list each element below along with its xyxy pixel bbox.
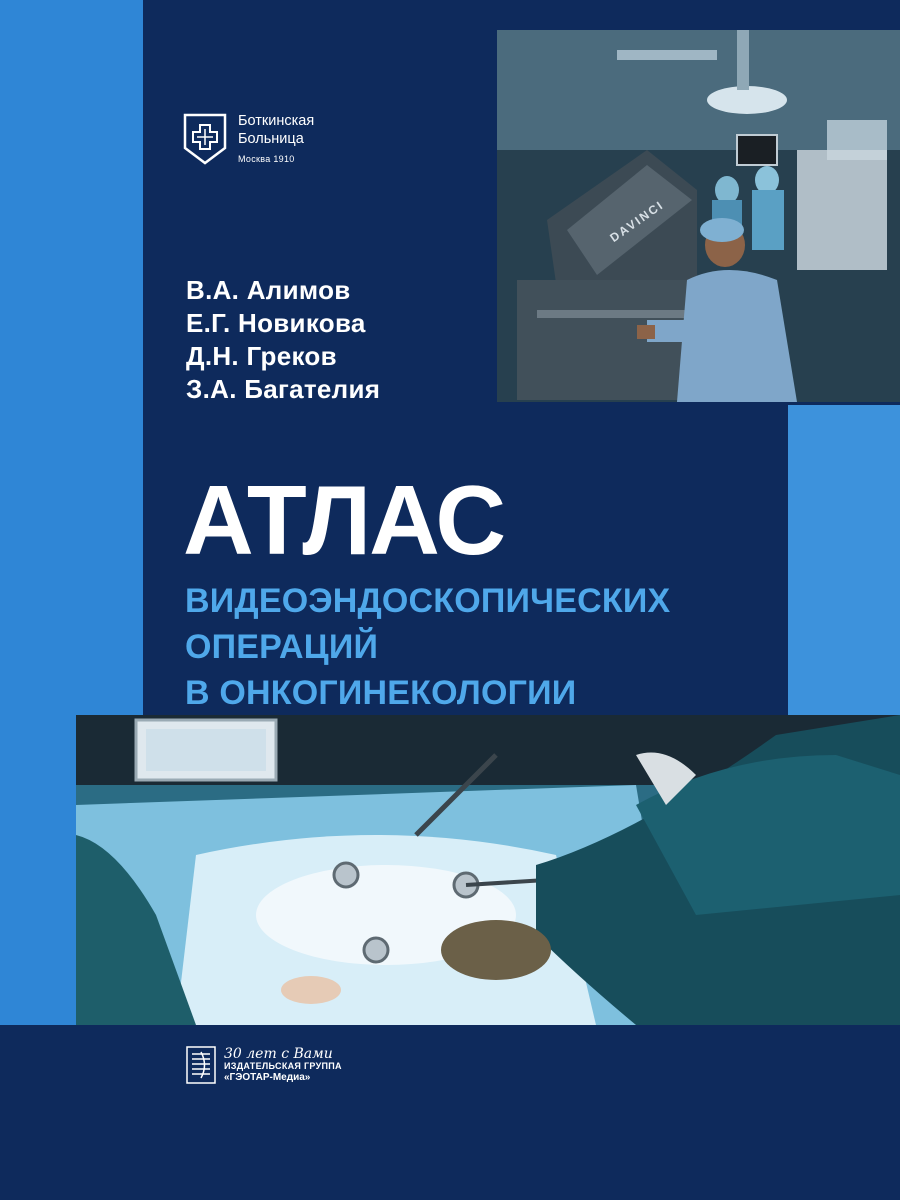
shield-cross-icon: [182, 112, 228, 166]
subtitle-line: ОПЕРАЦИЙ: [185, 628, 379, 666]
publisher-group: ИЗДАТЕЛЬСКАЯ ГРУППА: [224, 1060, 342, 1071]
bottom-band: [0, 1025, 900, 1200]
logo-name-line1: Боткинская: [238, 113, 315, 129]
hospital-logo: [182, 112, 314, 166]
logo-name-line2: Больница: [238, 131, 304, 147]
publisher-anniversary: 30 лет с Вами: [224, 1045, 333, 1062]
logo-city-year: Москва 1910: [238, 154, 295, 164]
publisher-mark-icon: [186, 1046, 216, 1084]
publisher-logo: [186, 1046, 342, 1084]
publisher-name: «ГЭОТАР-Медиа»: [224, 1071, 311, 1083]
laparoscopic-surgery-photo: [76, 715, 900, 1025]
subtitle-line: В ОНКОГИНЕКОЛОГИИ: [185, 674, 577, 712]
subtitle-line: ВИДЕОЭНДОСКОПИЧЕСКИХ: [185, 582, 671, 620]
svg-text:DAVINCI: DAVINCI: [607, 197, 667, 245]
author-name: З.А. Багателия: [186, 374, 381, 404]
author-name: Е.Г. Новикова: [186, 308, 366, 338]
robotic-surgery-photo: [497, 30, 900, 402]
author-name: В.А. Алимов: [186, 275, 351, 305]
book-subtitle: [185, 578, 670, 716]
book-title: АТЛАС: [183, 465, 505, 575]
author-list: [186, 274, 380, 406]
author-name: Д.Н. Греков: [186, 341, 337, 371]
